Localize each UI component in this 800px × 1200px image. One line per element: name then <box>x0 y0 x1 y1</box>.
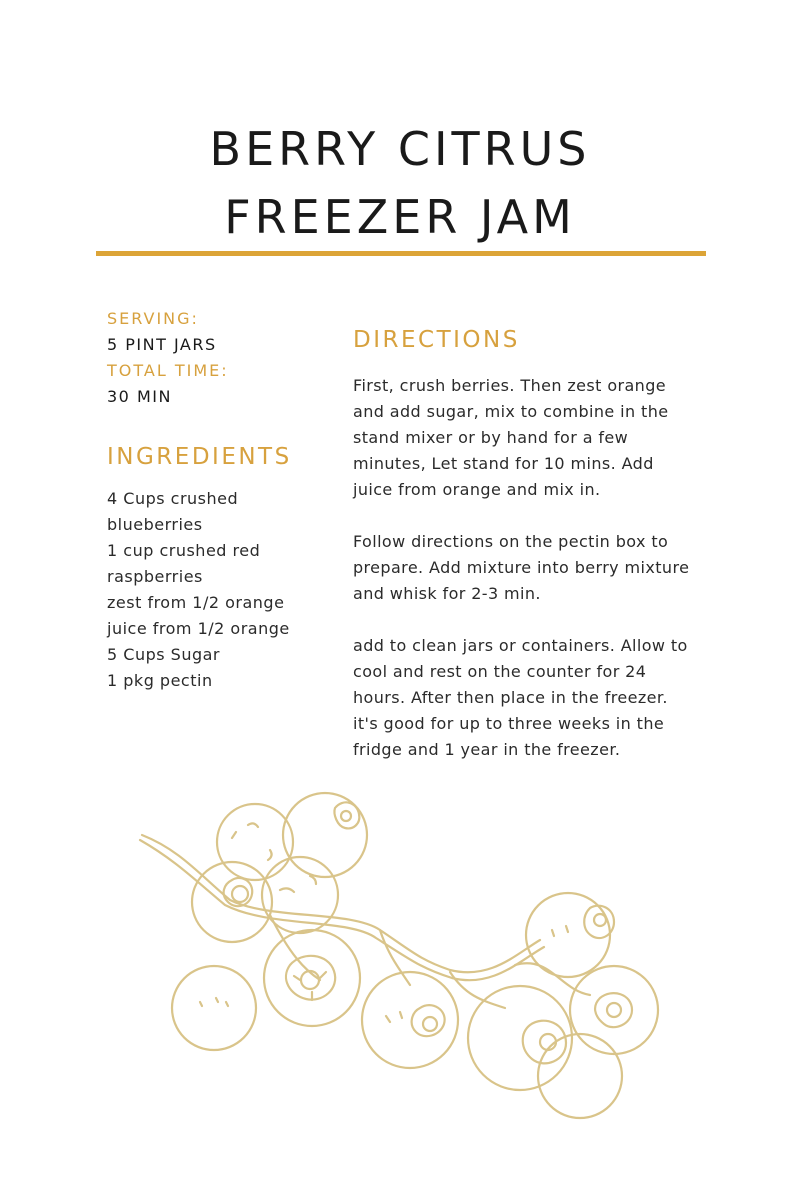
directions-body <box>353 373 693 763</box>
direction-step: add to clean jars or containers. Allow to cool and rest on the counter for 24 hours. After then place in the freezer. it's good for up to three weeks in the fridge and 1 year in the freezer. <box>353 636 688 760</box>
recipe-sidebar <box>107 306 327 694</box>
ingredient-line: zest from 1/2 orange <box>107 593 285 612</box>
total-time-value: 30 MIN <box>107 387 172 406</box>
total-time-label: TOTAL TIME: <box>107 361 229 380</box>
ingredient-line: 4 Cups crushed <box>107 489 239 508</box>
direction-step: Follow directions on the pectin box to prepare. Add mixture into berry mixture and whisk for 2-3 min. <box>353 532 690 604</box>
directions-section <box>353 308 693 789</box>
title-divider <box>96 251 706 256</box>
recipe-title <box>0 115 800 251</box>
ingredient-line: blueberries <box>107 515 203 534</box>
ingredient-line: juice from 1/2 orange <box>107 619 290 638</box>
serving-value: 5 PINT JARS <box>107 335 217 354</box>
ingredients-heading: INGREDIENTS <box>107 444 292 470</box>
ingredient-line: raspberries <box>107 567 203 586</box>
serving-label: SERVING: <box>107 309 199 328</box>
recipe-title-line-1: BERRY CITRUS <box>209 121 591 176</box>
direction-step: First, crush berries. Then zest orange and add sugar, mix to combine in the stand mixer or by hand for a few minutes, Let stand for 10 mins. Add juice from orange and mix in. <box>353 376 669 500</box>
ingredients-list <box>107 486 327 694</box>
recipe-title-line-2: FREEZER JAM <box>224 189 576 244</box>
ingredient-line: 1 pkg pectin <box>107 671 213 690</box>
ingredient-line: 5 Cups Sugar <box>107 645 220 664</box>
ingredient-line: 1 cup crushed red <box>107 541 261 560</box>
directions-heading: DIRECTIONS <box>353 327 520 354</box>
berry-branch-illustration-icon <box>120 780 680 1120</box>
